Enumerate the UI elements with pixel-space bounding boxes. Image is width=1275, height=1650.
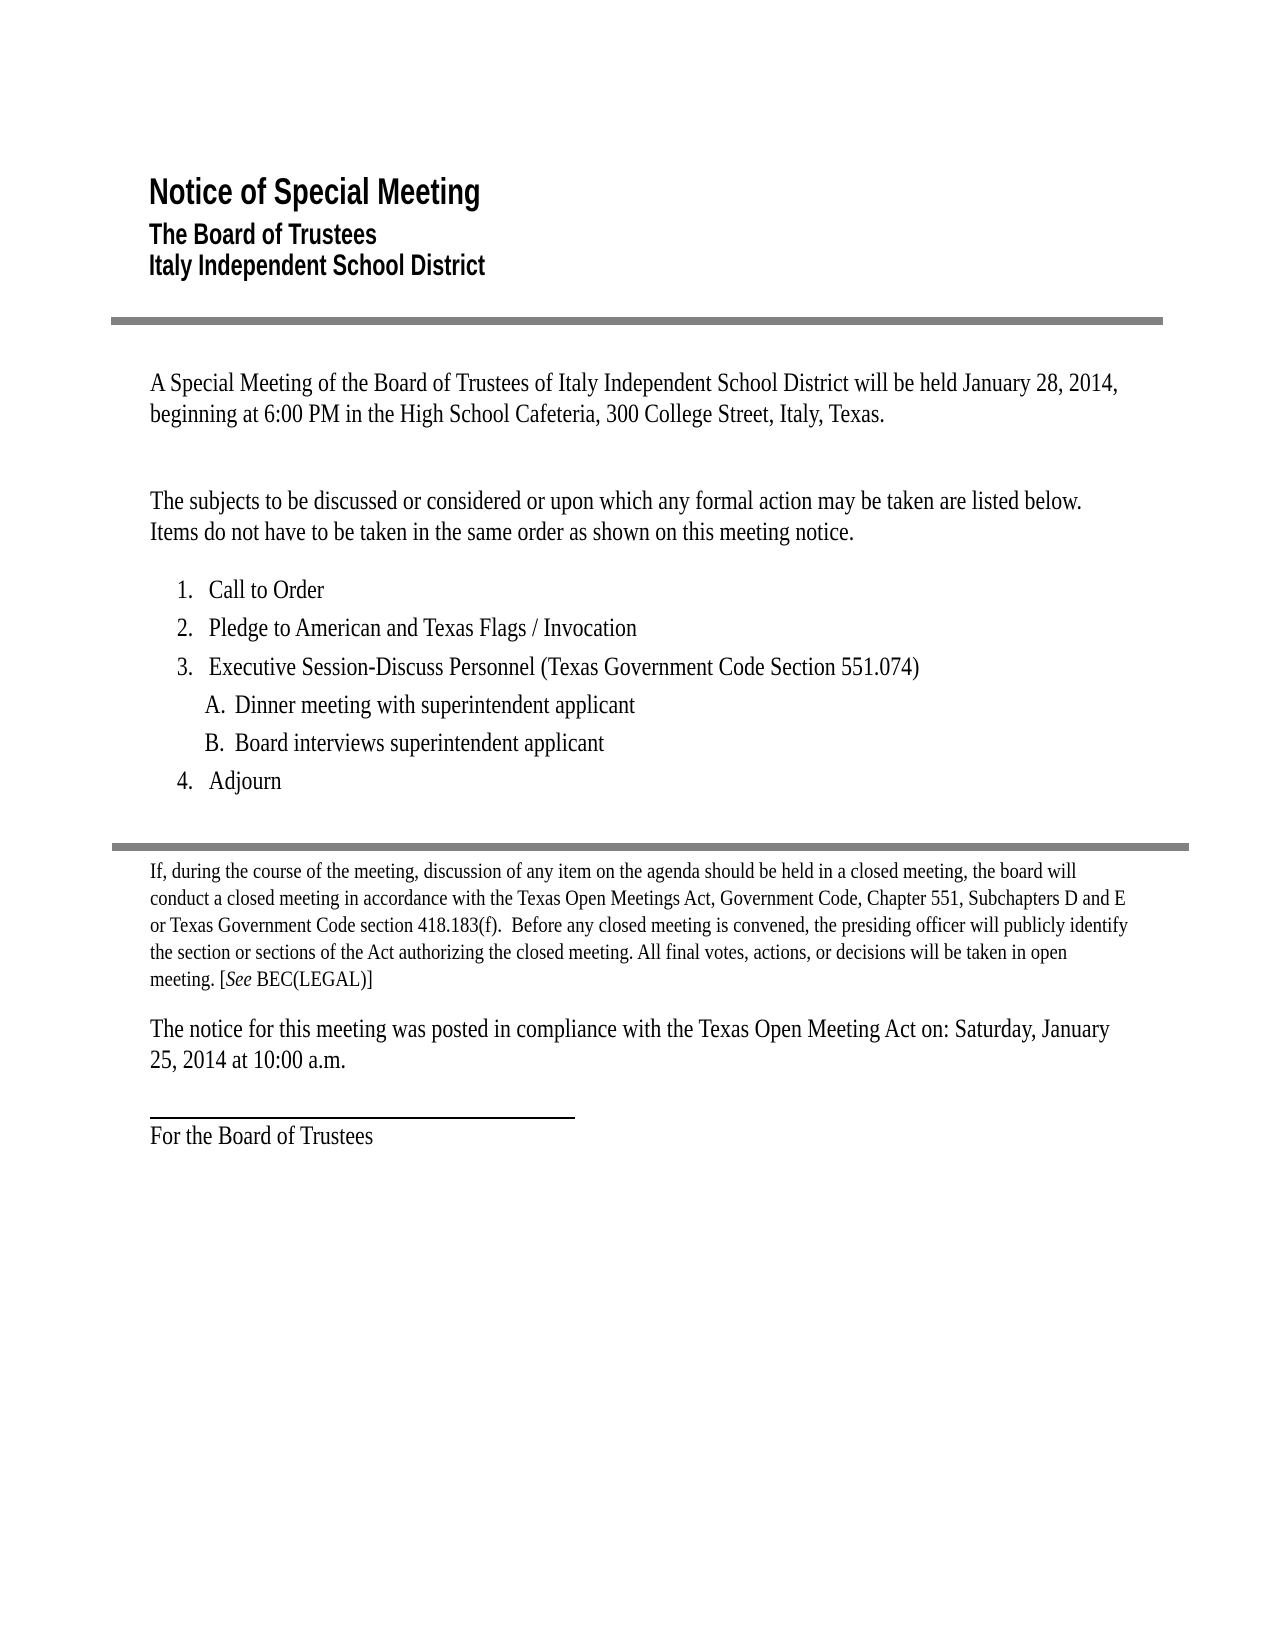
agenda-item-text: Pledge to American and Texas Flags / Invocation [208, 613, 637, 643]
legal-reference-suffix: BEC(LEGAL)] [251, 966, 373, 991]
document-title: Notice of Special Meeting [149, 170, 481, 212]
agenda-item-marker: A. [204, 689, 226, 719]
agenda-subitem [205, 724, 1142, 762]
org-line-board: The Board of Trustees [149, 218, 378, 251]
legal-text: If, during the course of the meeting, discussion of any item on the agenda should be held in a closed meeting, the board will conduct a closed meeting in accordance with the Texas Open Meetings Act, Government Code, Chapter 551, Subchapters D and E or Texas Government Code section 418.183(f). Before any closed meeting is convened, the presiding officer will publicly identify the section or sections of the Act authorizing the closed meeting. All final votes, actions, or decisions will be taken in open meeting. [ [150, 858, 1133, 991]
organization-name [149, 219, 485, 281]
agenda-item-text: Call to Order [208, 575, 325, 604]
agenda-subitem [205, 686, 1142, 724]
agenda-item [177, 609, 1141, 647]
closed-meeting-legal-notice [150, 857, 1136, 992]
agenda-list [150, 571, 1141, 801]
agenda-item-text: Board interviews superintendent applicant [234, 728, 605, 758]
agenda-item [177, 571, 1141, 609]
signature-label: For the Board of Trustees [150, 1121, 374, 1150]
meeting-details-paragraph: A Special Meeting of the Board of Trustees of Italy Independent School District will be held January 28, 2014, beginning at 6:00 PM in the High School Cafeteria, 300 College Street, Italy, Texas. [150, 368, 1119, 428]
top-divider-bar [111, 317, 1163, 325]
bottom-divider-bar [112, 843, 1189, 851]
agenda-item-marker: 1. [176, 575, 194, 604]
agenda-item-text: Executive Session-Discuss Personnel (Texas Government Code Section 551.074) [208, 651, 920, 681]
posting-compliance-paragraph: The notice for this meeting was posted in compliance with the Texas Open Meeting Act on: Saturday, January 25, 2014 at 10:00 a.m. [150, 1014, 1110, 1074]
subjects-paragraph: The subjects to be discussed or considered or upon which any formal action may be taken are listed below. Items do not have to be taken in the same order as shown on this meeting notice. [150, 486, 1082, 546]
see-reference-italic: See [225, 966, 252, 991]
agenda-item-marker: 3. [176, 651, 194, 681]
signature-line [150, 1117, 575, 1119]
agenda-item [177, 648, 1141, 686]
agenda-item-marker: 2. [176, 613, 194, 643]
agenda-item-marker: B. [204, 728, 225, 758]
agenda-item-text: Adjourn [208, 766, 282, 796]
agenda-item-marker: 4. [176, 766, 194, 796]
agenda-item-text: Dinner meeting with superintendent applicant [234, 689, 636, 719]
org-line-district: Italy Independent School District [149, 249, 486, 282]
agenda-item [177, 762, 1141, 800]
